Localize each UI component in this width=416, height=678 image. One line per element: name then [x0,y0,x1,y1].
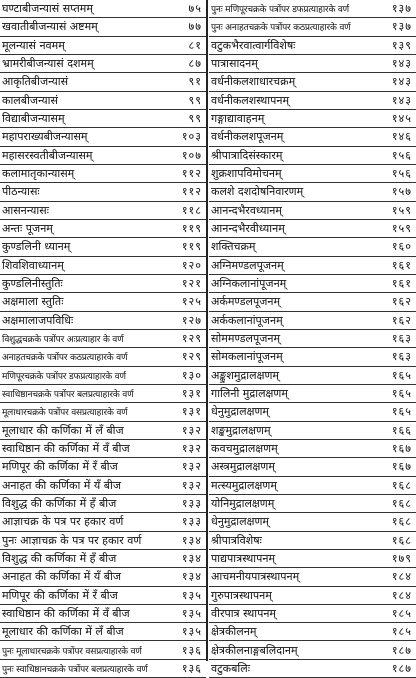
toc-row [209,275,416,293]
toc-entry-title: वर्धनीकलशपूजनम् [211,130,284,144]
toc-entry-title: विद्याबीजन्यासम् [2,112,65,126]
toc-page-number: १४३ [391,93,412,107]
toc-page-number: १३३ [181,497,202,511]
toc-row [0,550,206,568]
toc-page-number: १३६ [181,661,202,675]
toc-page-number: १६२ [391,295,412,309]
toc-page-number: १६७ [391,442,412,456]
toc-entry-title: विशुद्धचक्रके पत्रोंपर अःप्रत्याहार के वर्ण [2,335,124,346]
toc-row [0,220,206,238]
toc-page-number: ११९ [181,222,202,236]
toc-page-number: १४३ [391,57,412,71]
toc-page-number: १६८ [391,497,412,511]
toc-row [209,18,416,36]
toc-row [0,568,206,586]
toc-entry-title: गङ्गाद्यावाहनम् [211,112,265,126]
toc-row [209,293,416,311]
toc-page-number: ९१ [188,75,202,89]
toc-page-number: १६५ [391,387,412,401]
toc-entry-title: मत्स्यमुद्रालक्षणम् [211,478,277,492]
toc-page-number: १६८ [391,533,412,547]
toc-row [0,37,206,55]
toc-row [209,587,416,605]
toc-row [0,183,206,201]
toc-entry-title: पुनः मणिपूरचक्रके पत्रोंपर डफप्रत्याहारके वर्ण [211,5,349,16]
toc-entry-title: अनाहत की कर्णिका में यँ बीज [2,570,122,584]
toc-row [0,587,206,605]
toc-page-number: १८४ [391,570,412,584]
toc-row [209,0,416,18]
toc-row [209,367,416,385]
toc-row [209,532,416,550]
toc-row [0,18,206,36]
toc-row [0,238,206,256]
toc-row [0,403,206,421]
toc-page-number: १३४ [181,552,202,565]
toc-row [0,312,206,330]
toc-entry-title: वर्धनीकलशाधारचक्रम् [211,75,296,89]
toc-row [0,330,206,348]
toc-page-number: ११२ [181,167,202,181]
toc-row [0,257,206,275]
toc-page-number: ८७ [188,57,202,71]
toc-entry-title: वटुकभैरवात्वार्गविशेषः [211,38,296,52]
toc-entry-title: सोमकलानांपूजनम् [211,350,283,364]
toc-entry-title: मूलाधार की कर्णिका में लँ बीज [2,423,124,437]
toc-row [0,293,206,311]
toc-entry-title: क्षेत्रकीलनाङ्गबलिदानम् [211,643,298,657]
toc-entry-title: आकृतिबीजन्यासं [2,75,69,89]
toc-entry-title: शक्तिचक्रम् [211,240,256,254]
toc-entry-title: कलशे दशदोषनिवारणम् [211,185,304,199]
toc-row [209,513,416,531]
toc-row [0,605,206,623]
toc-entry-title: पुनः आज्ञाचक्र के पत्र पर हकार वर्ण [2,533,142,547]
toc-page-number: १७९ [391,552,412,565]
toc-row [209,165,416,183]
toc-entry-title: अन्तः पूजनम् [2,222,53,236]
toc-entry-title: स्वाधिष्ठानचक्रके पत्रोंपर बलप्रत्याहारके वर्ण [2,390,134,401]
toc-row [209,422,416,440]
toc-entry-title: महासरस्वतीबीजन्यासम् [2,148,93,162]
toc-page-number: १०७ [181,148,202,162]
toc-entry-title: कुण्डलिनी ध्यानम् [2,240,71,254]
toc-page-number: ११२ [181,185,202,199]
toc-entry-title: अक्षमाला स्तुतिः [2,295,64,309]
toc-row [209,55,416,73]
toc-page-number: १३१ [181,387,202,401]
toc-row [209,330,416,348]
toc-row [0,367,206,385]
toc-page-number: १५७ [391,185,412,199]
toc-entry-title: शुक्रशापविमोचनम् [211,167,282,181]
toc-entry-title: आनन्दभैरवीध्यानम् [211,222,285,236]
toc-entry-title: अङ्कुशमुद्रालक्षणम् [211,368,279,382]
toc-page-number: १३५ [181,588,202,602]
toc-row [0,623,206,641]
toc-page-number: १२५ [181,295,202,309]
toc-entry-title: कलामातृकान्यासम् [2,167,75,181]
toc-row [209,147,416,165]
toc-page-number: १३० [181,368,202,382]
toc-row [0,275,206,293]
toc-entry-title: कुण्डलिनीस्तुतिः [2,277,63,291]
toc-page-number: १३७ [391,20,412,34]
toc-row [209,458,416,476]
toc-entry-title: अक्षमालाजपविधिः [2,313,74,327]
toc-entry-title: महापराख्यबीजन्यासम् [2,130,88,144]
toc-page-number: १३४ [181,533,202,547]
toc-page-number: १६७ [391,460,412,474]
toc-row [209,495,416,513]
toc-row [0,0,206,18]
toc-page-number: १३७ [391,2,412,16]
toc-page-number: १६१ [391,277,412,291]
column-divider [206,0,208,661]
toc-entry-title: सोममण्डलपूजनम् [211,332,281,346]
toc-page-number: १६३ [391,332,412,346]
toc-row [209,183,416,201]
toc-entry-title: पात्रासादनम् [211,57,258,71]
toc-page-number: १३२ [181,478,202,492]
toc-entry-title: कालबीजन्यासं [2,93,58,107]
toc-row [0,477,206,495]
toc-entry-title: अनाहतचक्रके पत्रोंपर कठप्रत्याहारके वर्ण [2,353,128,364]
toc-page-number: १४५ [391,112,412,126]
toc-entry-title: पीठन्यासः [2,185,40,199]
toc-page-number: १३२ [181,460,202,474]
toc-row [0,641,206,659]
toc-entry-title: श्रीपात्रादिसंस्कारम् [211,148,283,162]
toc-entry-title: मूलाधार की कर्णिका में लँ बीज [2,625,124,639]
toc-entry-title: शिवशिवाध्यानम् [2,258,64,272]
toc-row [0,348,206,366]
toc-entry-title: पुनः अनाहतचक्रके पत्रोंपर कठप्रत्याहारके वर्ण [211,23,351,34]
toc-entry-title: अनाहत की कर्णिका में यँ बीज [2,478,122,492]
toc-entry-title: पुनः मूलाधारचक्रके पत्रोंपर वसप्रत्याहारके वर्ण [2,646,142,657]
toc-page-number: १३२ [181,442,202,456]
toc-row [209,440,416,458]
toc-entry-title: धेनुमुद्रालक्षणम् [211,405,270,419]
toc-row [0,202,206,220]
toc-row [209,257,416,275]
toc-page-number: १६८ [391,515,412,529]
toc-row [209,312,416,330]
toc-page-number: ७७ [188,20,202,34]
toc-entry-title: मूलाधारचक्रके पत्रोंपर वसप्रत्याहारके वर्ण [2,408,128,419]
toc-entry-title: आज्ञाचक्र के पत्र पर हकार वर्ण [2,515,124,529]
toc-page-number: १८४ [391,588,412,602]
toc-entry-title: अर्ककलानांपूजनम् [211,313,283,327]
toc-page-number: १०३ [181,130,202,144]
toc-page-number: १५९ [391,222,412,236]
toc-entry-title: अग्निकलानांपूजनम् [211,277,287,291]
toc-row [0,147,206,165]
toc-entry-title: मणिपूर की कर्णिका में रँ बीज [2,588,118,602]
toc-row [209,202,416,220]
toc-page-number: १३४ [181,570,202,584]
toc-row [0,128,206,146]
toc-entry-title: भ्रामरीबीजन्यासं दशमम् [2,57,94,71]
toc-page-number: १३५ [181,625,202,639]
toc-row [209,348,416,366]
toc-row [209,641,416,659]
toc-row [209,73,416,91]
toc-row [209,37,416,55]
toc-page-number: १८७ [391,661,412,675]
toc-entry-title: गुरुपात्रस्थापनम् [211,588,272,602]
toc-page-number: १५९ [391,203,412,217]
toc-row [209,92,416,110]
toc-row [209,605,416,623]
toc-page-number: १३२ [181,423,202,437]
toc-page-number: १५६ [391,148,412,162]
toc-entry-title: पाद्यपात्रस्थापनम् [211,552,276,565]
toc-page-number: ९९ [188,93,202,107]
toc-entry-title: शङ्खमुद्रालक्षणम् [211,423,271,437]
toc-entry-title: वीरपात्र स्थापनम् [211,606,276,620]
toc-page-number: ११९ [181,240,202,254]
toc-page-number: १६२ [391,313,412,327]
toc-page-number: ८१ [188,38,202,52]
toc-page-number: १६५ [391,405,412,419]
toc-row [0,55,206,73]
toc-row [209,128,416,146]
toc-row [0,532,206,550]
toc-page-number: १६० [391,240,412,254]
toc-page-number: १२१ [181,277,202,291]
toc-row [0,92,206,110]
toc-entry-title: अस्त्रमुद्रालक्षणम् [211,460,275,474]
toc-page-number: १६१ [391,258,412,272]
toc-page-number: १२० [181,258,202,272]
toc-page-number: १५६ [391,167,412,181]
toc-page-number: १३६ [181,643,202,657]
toc-page-number: १३५ [181,606,202,620]
toc-page-number: १८५ [391,625,412,639]
toc-entry-title: आसनन्यासः [2,203,49,217]
toc-entry-title: पुनः स्वाधिष्ठानचक्रके पत्रोंपर बलप्रत्याहारके वर्ण [2,664,148,675]
toc-row [209,477,416,495]
toc-row [0,440,206,458]
toc-page-number: १४६ [391,130,412,144]
toc-row [209,568,416,586]
toc-page-number: १३१ [181,405,202,419]
toc-row [0,495,206,513]
toc-entry-title: घण्टाबीजन्यासं सप्तमम् [2,2,93,16]
toc-page-number: १२९ [181,332,202,346]
toc-page-number: १४३ [391,75,412,89]
toc-entry-title: श्रीपात्रविशेषः [211,533,262,547]
toc-page-number: १८७ [391,643,412,657]
toc-entry-title: मणिपूर की कर्णिका में रँ बीज [2,460,118,474]
toc-entry-title: खवातीबीजन्यासं अष्टमम् [2,20,98,34]
toc-row [0,422,206,440]
toc-entry-title: स्वाधिष्ठान की कर्णिका में वँ बीज [2,606,130,620]
toc-page-number: १३९ [391,38,412,52]
toc-page-number: १६६ [391,423,412,437]
toc-row [209,660,416,678]
toc-row [0,110,206,128]
toc-entry-title: कवचमुद्रालक्षणम् [211,442,278,456]
toc-page-number: १२९ [181,350,202,364]
toc-entry-title: विशुद्ध की कर्णिका में हँ बीज [2,497,117,511]
toc-row [209,403,416,421]
toc-row [209,238,416,256]
toc-row [209,110,416,128]
toc-entry-title: गालिनी मुद्रालक्षणम् [211,387,288,401]
toc-page-number: १२७ [181,313,202,327]
toc-entry-title: क्षेत्रकीलनम् [211,625,257,639]
toc-page-number: १६३ [391,350,412,364]
toc-row [209,220,416,238]
toc-page-number: १६५ [391,368,412,382]
toc-entry-title: वटुकबलिः [211,661,250,675]
toc-row [0,660,206,678]
toc-row [0,513,206,531]
toc-entry-title: धेनुमुद्रालक्षणम् [211,515,270,529]
toc-page-number: ९९ [188,112,202,126]
toc-page-number: ११८ [181,203,202,217]
toc-row [0,165,206,183]
toc-page-number: १८५ [391,606,412,620]
toc-entry-title: अर्कमण्डलपूजनम् [211,295,281,309]
toc-row [0,73,206,91]
toc-entry-title: अग्निमण्डलपूजनम् [211,258,284,272]
toc-entry-title: वर्धनीकलशस्थापनम् [211,93,290,107]
toc-entry-title: मूलन्यासं नवमम् [2,38,65,52]
toc-row [0,458,206,476]
toc-entry-title: स्वाधिष्ठान की कर्णिका में वँ बीज [2,442,130,456]
toc-row [209,623,416,641]
toc-page-number: ७५ [188,2,202,16]
toc-row [209,550,416,568]
toc-entry-title: योनिमुद्रालक्षणम् [211,497,275,511]
toc-entry-title: विशुद्ध की कर्णिका में हँ बीज [2,552,117,565]
toc-row [209,385,416,403]
toc-page-number: १३३ [181,515,202,529]
left-column [0,0,206,675]
toc-row [0,385,206,403]
toc-entry-title: आचमनीयपात्रस्थापनम् [211,570,300,584]
toc-entry-title: आनन्दभैरवध्यानम् [211,203,282,217]
toc-entry-title: मणिपूरचक्रके पत्रोंपर डफप्रत्याहारके वर्ण [2,371,126,382]
right-column [209,0,416,675]
toc-page-number: १६८ [391,478,412,492]
